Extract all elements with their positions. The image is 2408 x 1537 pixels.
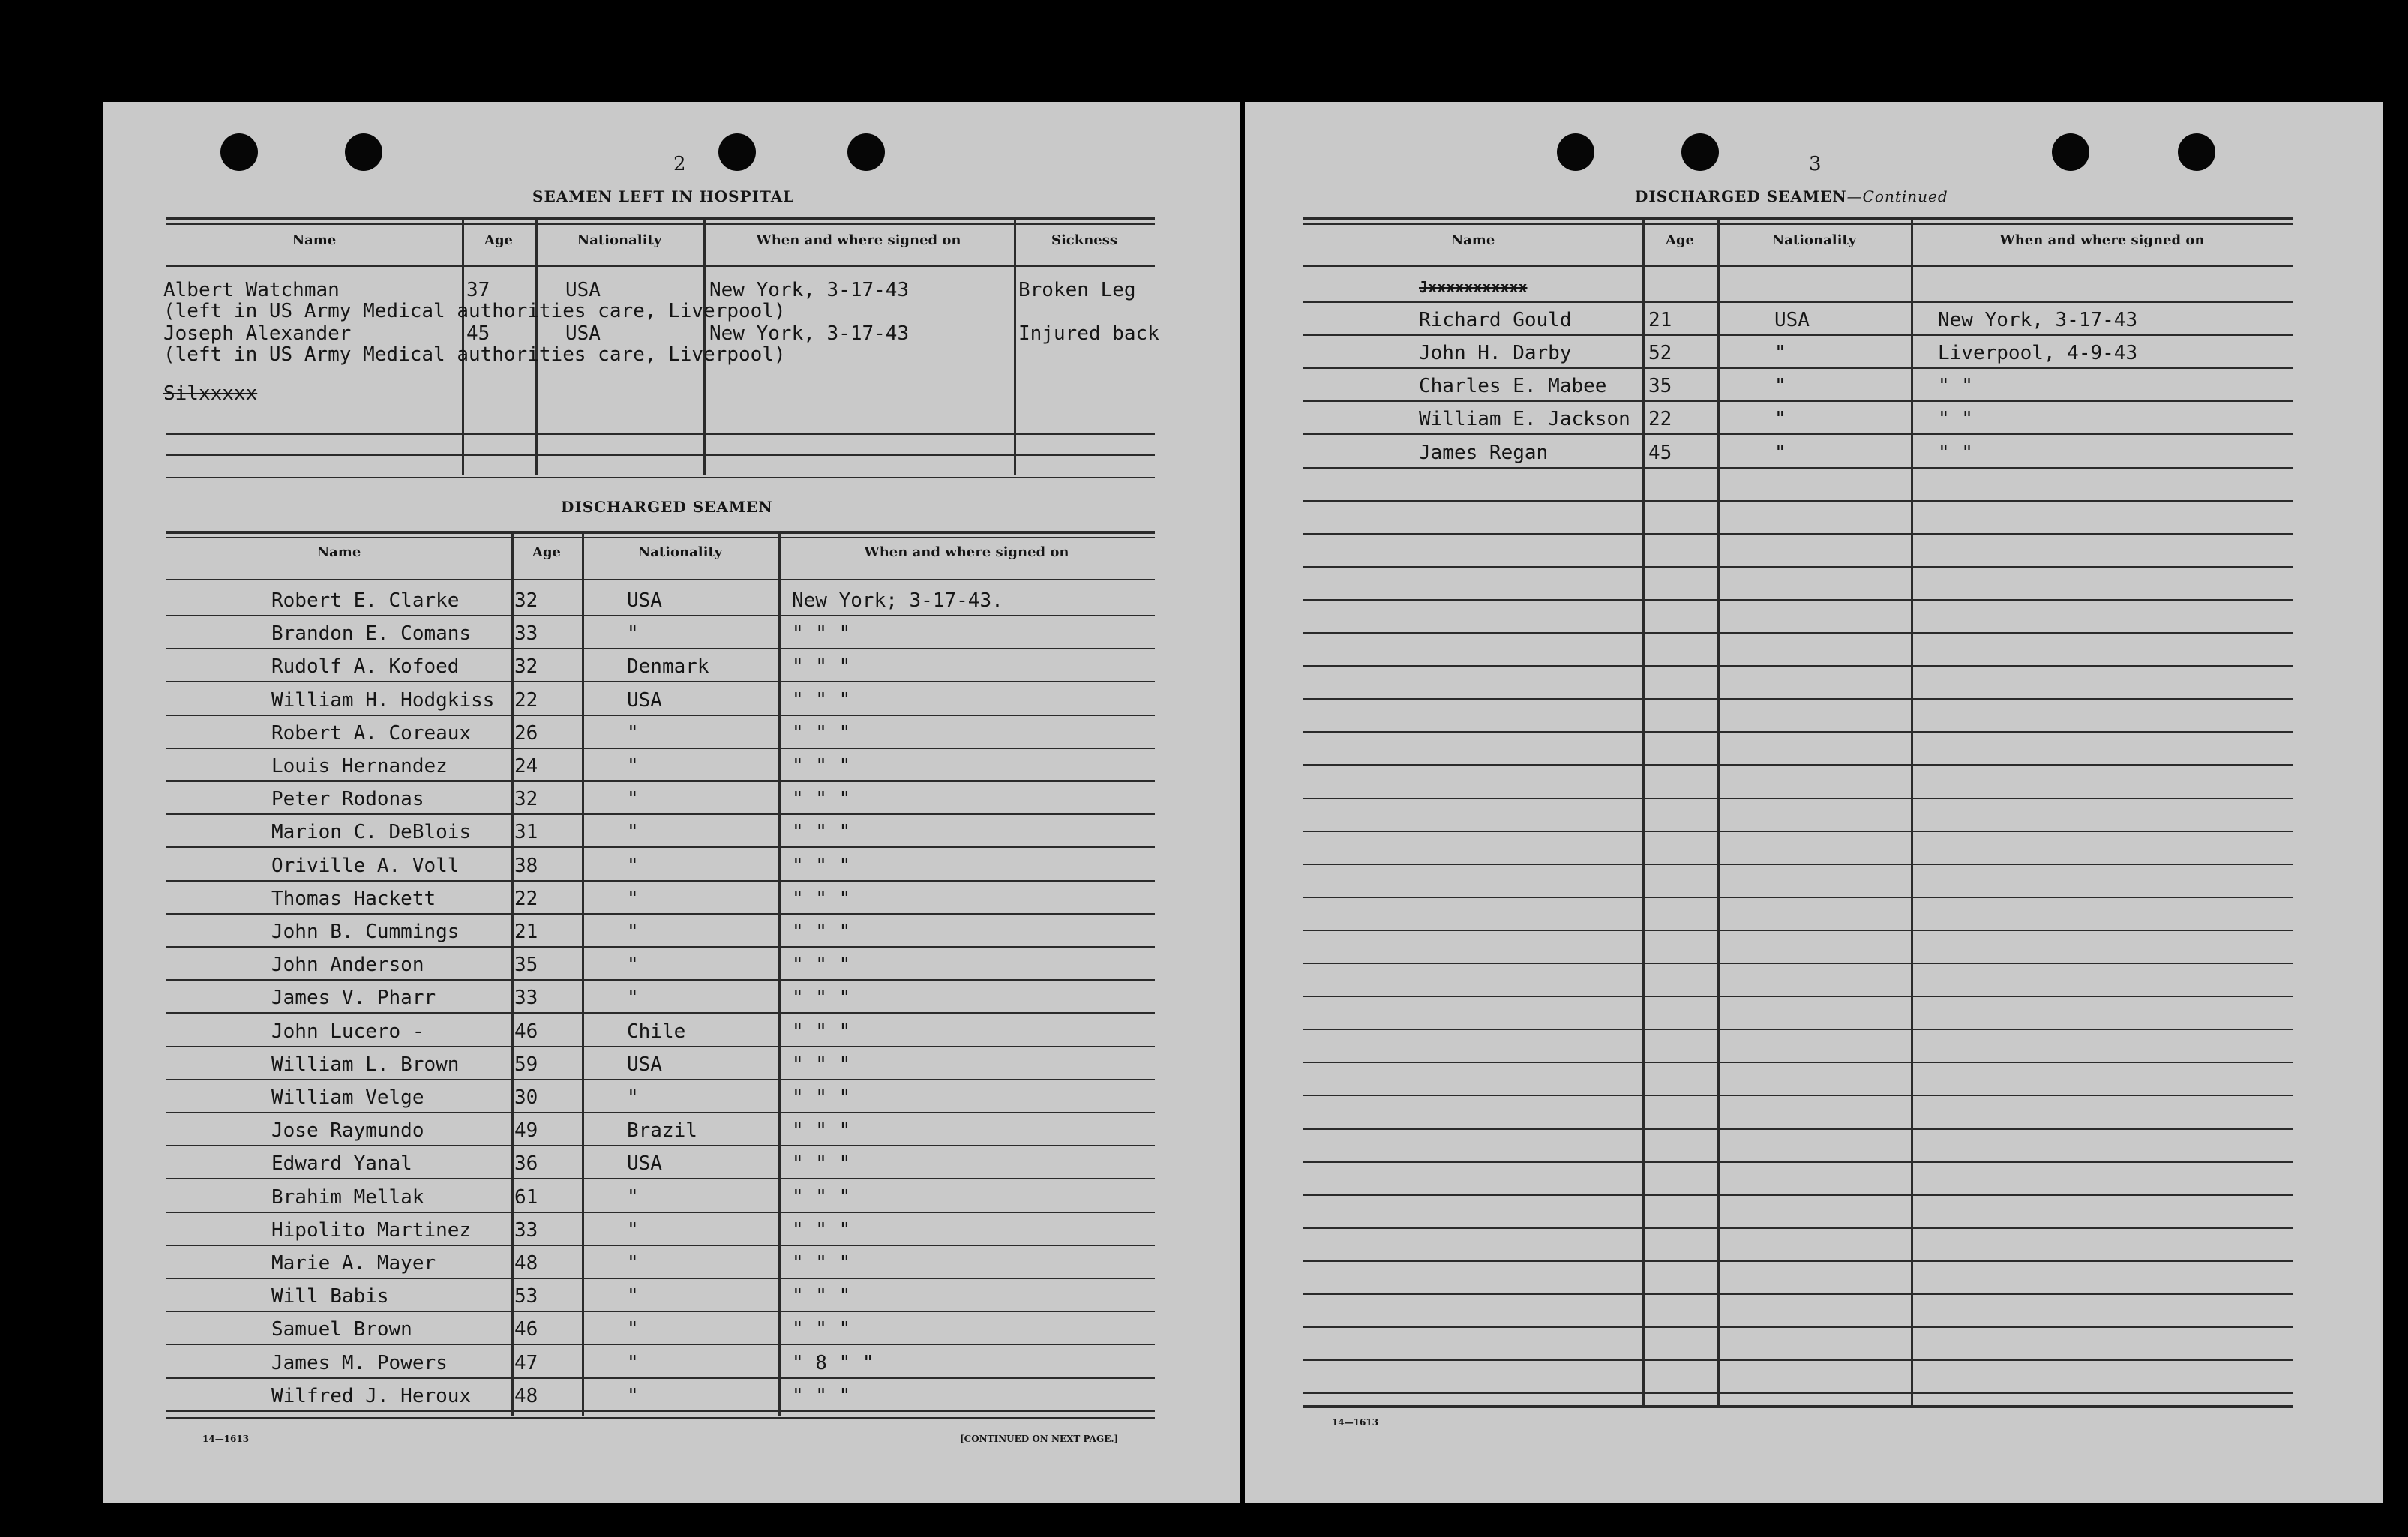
cell-nationality: " <box>627 921 639 943</box>
column-header-name: Name <box>292 232 337 248</box>
cell-name: Brandon E. Comans <box>271 622 472 645</box>
column-header-age: Age <box>532 544 561 560</box>
cell-name: Silxxxxx <box>163 382 258 405</box>
cell-age: 32 <box>514 655 538 678</box>
row-rule <box>166 946 1155 948</box>
cell-nationality: USA <box>627 1053 662 1076</box>
cell-nationality: " <box>627 954 639 976</box>
punch-hole <box>345 133 382 171</box>
cell-name: Oriville A. Voll <box>271 855 460 877</box>
row-rule <box>166 1212 1155 1213</box>
cell-age: 61 <box>514 1186 538 1209</box>
cell-age: 22 <box>514 689 538 712</box>
row-rule <box>1303 731 2293 733</box>
cell-age: 31 <box>514 821 538 843</box>
row-rule <box>166 433 1155 435</box>
cell-age: 32 <box>514 589 538 612</box>
cell-nationality: " <box>1774 375 1786 397</box>
cell-age: 46 <box>514 1318 538 1341</box>
cell-name: Richard Gould <box>1419 309 1572 331</box>
row-rule <box>166 1278 1155 1279</box>
cell-nationality: USA <box>627 589 662 612</box>
punch-hole <box>847 133 885 171</box>
cell-name: William L. Brown <box>271 1053 460 1076</box>
cell-nationality: " <box>1774 442 1786 464</box>
row-rule <box>1303 1029 2293 1030</box>
row-rule <box>166 715 1155 716</box>
cell-signed: New York, 3-17-43 <box>1938 309 2138 331</box>
row-rule <box>1303 1326 2293 1328</box>
cell-name: Edward Yanal <box>271 1152 412 1175</box>
row-rule <box>1303 1062 2293 1063</box>
column-rule <box>511 531 514 1416</box>
cell-nationality: USA <box>565 279 601 301</box>
cell-signed: " " " <box>792 1318 851 1341</box>
column-rule <box>1014 217 1016 475</box>
cell-signed: " " <box>1938 408 1973 430</box>
rule-top <box>1303 217 2293 220</box>
cell-nationality: " <box>627 1385 639 1407</box>
column-header-signed: When and where signed on <box>756 232 961 248</box>
row-rule <box>1303 1359 2293 1361</box>
cell-name: John H. Darby <box>1419 342 1572 364</box>
row-rule <box>166 748 1155 749</box>
cell-name: Thomas Hackett <box>271 888 436 910</box>
row-rule <box>1303 1227 2293 1229</box>
row-rule <box>166 1112 1155 1113</box>
cell-nationality: " <box>627 1186 639 1209</box>
row-rule <box>1303 1161 2293 1163</box>
cell-nationality: USA <box>565 322 601 345</box>
row-rule <box>1303 996 2293 997</box>
cell-signed: " " " <box>792 655 851 678</box>
row-rule <box>1303 433 2293 435</box>
cell-nationality: " <box>627 722 639 745</box>
row-rule <box>166 913 1155 915</box>
cell-age: 22 <box>514 888 538 910</box>
cell-name: Jose Raymundo <box>271 1119 424 1142</box>
column-header-age: Age <box>484 232 513 248</box>
cell-name: (left in US Army Medical authorities care, Liverpool) <box>163 300 786 322</box>
cell-name: Robert E. Clarke <box>271 589 460 612</box>
cell-age: 47 <box>514 1352 538 1374</box>
column-header-nationality: Nationality <box>637 544 723 560</box>
cell-nationality: USA <box>627 1152 662 1175</box>
cell-name: William H. Hodgkiss <box>271 689 495 712</box>
cell-nationality: " <box>1774 342 1786 364</box>
cell-age: 45 <box>466 322 490 345</box>
cell-age: 30 <box>514 1086 538 1109</box>
cell-signed: " " " <box>792 1119 851 1142</box>
rule-top-inner <box>1303 223 2293 225</box>
cell-age: 33 <box>514 622 538 645</box>
cell-signed: " " " <box>792 1053 851 1076</box>
row-rule <box>166 1046 1155 1047</box>
row-rule <box>1303 897 2293 898</box>
cell-name: Robert A. Coreaux <box>271 722 472 745</box>
cell-age: 46 <box>514 1020 538 1043</box>
left-page <box>103 102 1240 1503</box>
cell-signed: " " " <box>792 921 851 943</box>
hospital-section-title: SEAMEN LEFT IN HOSPITAL <box>532 187 795 205</box>
cell-signed: " " " <box>792 1086 851 1109</box>
cell-age: 53 <box>514 1285 538 1308</box>
row-rule <box>166 1012 1155 1014</box>
column-header-age: Age <box>1665 232 1694 248</box>
cell-age: 36 <box>514 1152 538 1175</box>
cell-signed: New York, 3-17-43 <box>709 322 910 345</box>
cell-signed: " " " <box>792 888 851 910</box>
cell-name: John Lucero - <box>271 1020 424 1043</box>
row-rule <box>1303 1095 2293 1096</box>
cell-name: Peter Rodonas <box>271 788 424 810</box>
page-number: 2 <box>673 153 686 175</box>
row-rule <box>166 1410 1155 1412</box>
cell-name: Marie A. Mayer <box>271 1252 436 1275</box>
cell-sickness: Injured back <box>1018 322 1159 345</box>
cell-name: Marion C. DeBlois <box>271 821 472 843</box>
row-rule <box>166 1377 1155 1379</box>
cell-name: Wilfred J. Heroux <box>271 1385 472 1407</box>
row-rule <box>1303 963 2293 964</box>
cell-nationality: " <box>627 788 639 810</box>
cell-signed: " " <box>1938 442 1973 464</box>
cell-nationality: " <box>627 622 639 645</box>
cell-nationality: " <box>627 821 639 843</box>
cell-signed: " " " <box>792 821 851 843</box>
row-rule <box>1303 533 2293 535</box>
cell-name: Hipolito Martinez <box>271 1219 472 1242</box>
cell-signed: " " " <box>792 1219 851 1242</box>
cell-nationality: Brazil <box>627 1119 697 1142</box>
row-rule <box>1303 864 2293 865</box>
cell-age: 52 <box>1648 342 1672 364</box>
row-rule <box>166 846 1155 848</box>
cell-name: (left in US Army Medical authorities care, Liverpool) <box>163 343 786 366</box>
column-header-name: Name <box>1450 232 1495 248</box>
rule-top-inner <box>166 537 1155 538</box>
row-rule <box>1303 367 2293 369</box>
rule-top <box>166 217 1155 220</box>
row-rule <box>1303 698 2293 700</box>
cell-age: 24 <box>514 755 538 777</box>
cell-signed: " " " <box>792 788 851 810</box>
row-rule <box>166 1344 1155 1345</box>
cell-nationality: " <box>627 1219 639 1242</box>
cell-age: 26 <box>514 722 538 745</box>
punch-hole <box>220 133 258 171</box>
cell-nationality: " <box>627 855 639 877</box>
row-rule <box>1303 334 2293 336</box>
cell-signed: New York; 3-17-43. <box>792 589 1003 612</box>
cell-signed: " " <box>1938 375 1973 397</box>
row-rule <box>166 648 1155 649</box>
row-rule <box>1303 1293 2293 1295</box>
cell-signed: " " " <box>792 987 851 1009</box>
punch-hole <box>2178 133 2215 171</box>
row-rule <box>1303 632 2293 634</box>
row-rule <box>166 1145 1155 1146</box>
column-header-name: Name <box>316 544 361 560</box>
cell-name: Joseph Alexander <box>163 322 352 345</box>
row-rule <box>1303 599 2293 601</box>
row-rule <box>1303 1260 2293 1262</box>
cell-age: 33 <box>514 1219 538 1242</box>
row-rule <box>166 813 1155 815</box>
cell-nationality: " <box>627 987 639 1009</box>
cell-nationality: " <box>627 1352 639 1374</box>
cell-age: 22 <box>1648 408 1672 430</box>
cell-signed: " " " <box>792 689 851 712</box>
cell-age: 48 <box>514 1252 538 1275</box>
cell-signed: Liverpool, 4-9-43 <box>1938 342 2138 364</box>
row-rule <box>1303 400 2293 402</box>
row-rule <box>166 880 1155 882</box>
cell-signed: " " " <box>792 1252 851 1275</box>
cell-age: 35 <box>1648 375 1672 397</box>
row-rule <box>166 1245 1155 1246</box>
cell-nationality: " <box>627 1318 639 1341</box>
row-rule <box>166 681 1155 682</box>
row-rule <box>166 454 1155 456</box>
row-rule <box>1303 467 2293 469</box>
cell-name: Brahim Mellak <box>271 1186 424 1209</box>
row-rule <box>1303 301 2293 303</box>
cell-nationality: " <box>627 1252 639 1275</box>
cell-nationality: Chile <box>627 1020 686 1043</box>
continued-note: [CONTINUED ON NEXT PAGE.] <box>960 1434 1119 1444</box>
cell-name: John B. Cummings <box>271 921 460 943</box>
column-header-nationality: Nationality <box>577 232 662 248</box>
discharged-section-title: DISCHARGED SEAMEN <box>561 498 773 516</box>
form-number: 14—1613 <box>1332 1417 1379 1428</box>
row-rule <box>1303 665 2293 667</box>
row-rule <box>1303 1194 2293 1196</box>
title-text: DISCHARGED SEAMEN <box>1635 187 1847 205</box>
row-rule <box>166 1178 1155 1179</box>
cell-signed: " " " <box>792 1152 851 1175</box>
cell-signed: New York, 3-17-43 <box>709 279 910 301</box>
row-rule <box>166 615 1155 616</box>
column-header-signed: When and where signed on <box>1999 232 2205 248</box>
cell-nationality: USA <box>1774 309 1810 331</box>
cell-age: 33 <box>514 987 538 1009</box>
cell-signed: " " " <box>792 1385 851 1407</box>
cell-nationality: " <box>1774 408 1786 430</box>
page-number: 3 <box>1809 153 1822 175</box>
discharged-continued-title <box>1635 187 1948 205</box>
punch-hole <box>1557 133 1594 171</box>
column-header-nationality: Nationality <box>1771 232 1857 248</box>
cell-nationality: Denmark <box>627 655 709 678</box>
cell-age: 48 <box>514 1385 538 1407</box>
cell-name: Rudolf A. Kofoed <box>271 655 460 678</box>
row-rule <box>1303 1392 2293 1394</box>
cell-signed: " " " <box>792 954 851 976</box>
cell-name: William E. Jackson <box>1419 408 1630 430</box>
cell-age: 49 <box>514 1119 538 1142</box>
cell-age: 35 <box>514 954 538 976</box>
cell-name: William Velge <box>271 1086 424 1109</box>
row-rule <box>1303 566 2293 568</box>
column-rule <box>778 531 781 1416</box>
cell-signed: " 8 " " <box>792 1352 874 1374</box>
row-rule <box>166 1311 1155 1312</box>
row-rule <box>1303 500 2293 502</box>
punch-hole <box>718 133 756 171</box>
cell-signed: " " " <box>792 1186 851 1209</box>
row-rule <box>1303 831 2293 832</box>
row-rule <box>166 979 1155 981</box>
cell-name: Samuel Brown <box>271 1318 412 1341</box>
rule-header <box>166 265 1155 267</box>
cell-name: Albert Watchman <box>163 279 340 301</box>
cell-age: 37 <box>466 279 490 301</box>
cell-signed: " " " <box>792 755 851 777</box>
form-number: 14—1613 <box>202 1434 250 1444</box>
cell-age: 59 <box>514 1053 538 1076</box>
right-page <box>1245 102 2383 1503</box>
cell-signed: " " " <box>792 722 851 745</box>
cell-name: Charles E. Mabee <box>1419 375 1607 397</box>
cell-signed: " " " <box>792 1285 851 1308</box>
cell-signed: " " " <box>792 855 851 877</box>
cell-nationality: " <box>627 1086 639 1109</box>
cell-age: 32 <box>514 788 538 810</box>
cell-age: 45 <box>1648 442 1672 464</box>
column-rule <box>582 531 584 1416</box>
cell-nationality: " <box>627 1285 639 1308</box>
cell-age: 38 <box>514 855 538 877</box>
cell-signed: " " " <box>792 1020 851 1043</box>
cell-age: 21 <box>514 921 538 943</box>
rule-header <box>166 579 1155 580</box>
cell-name: James Regan <box>1419 442 1549 464</box>
cell-nationality: " <box>627 755 639 777</box>
cell-name: James V. Pharr <box>271 987 436 1009</box>
rule-top <box>166 531 1155 534</box>
cell-name: Jxxxxxxxxxxx <box>1419 278 1528 296</box>
punch-hole <box>1681 133 1719 171</box>
rule-top-inner <box>166 223 1155 225</box>
row-rule <box>1303 798 2293 799</box>
cell-name: Will Babis <box>271 1285 389 1308</box>
rule-bottom <box>166 1417 1155 1419</box>
row-rule <box>166 477 1155 478</box>
rule-header <box>1303 265 2293 267</box>
cell-nationality: " <box>627 888 639 910</box>
cell-sickness: Broken Leg <box>1018 279 1136 301</box>
punch-hole <box>2052 133 2089 171</box>
column-header-signed: When and where signed on <box>864 544 1069 560</box>
row-rule <box>166 1079 1155 1080</box>
row-rule <box>1303 1128 2293 1130</box>
cell-name: James M. Powers <box>271 1352 448 1374</box>
row-rule <box>166 780 1155 782</box>
cell-nationality: USA <box>627 689 662 712</box>
rule-bottom <box>1303 1405 2293 1408</box>
row-rule <box>1303 930 2293 931</box>
cell-age: 21 <box>1648 309 1672 331</box>
column-header-sickness: Sickness <box>1051 232 1118 248</box>
title-continued: —Continued <box>1846 187 1948 205</box>
cell-name: John Anderson <box>271 954 424 976</box>
cell-name: Louis Hernandez <box>271 755 448 777</box>
row-rule <box>1303 764 2293 766</box>
cell-signed: " " " <box>792 622 851 645</box>
